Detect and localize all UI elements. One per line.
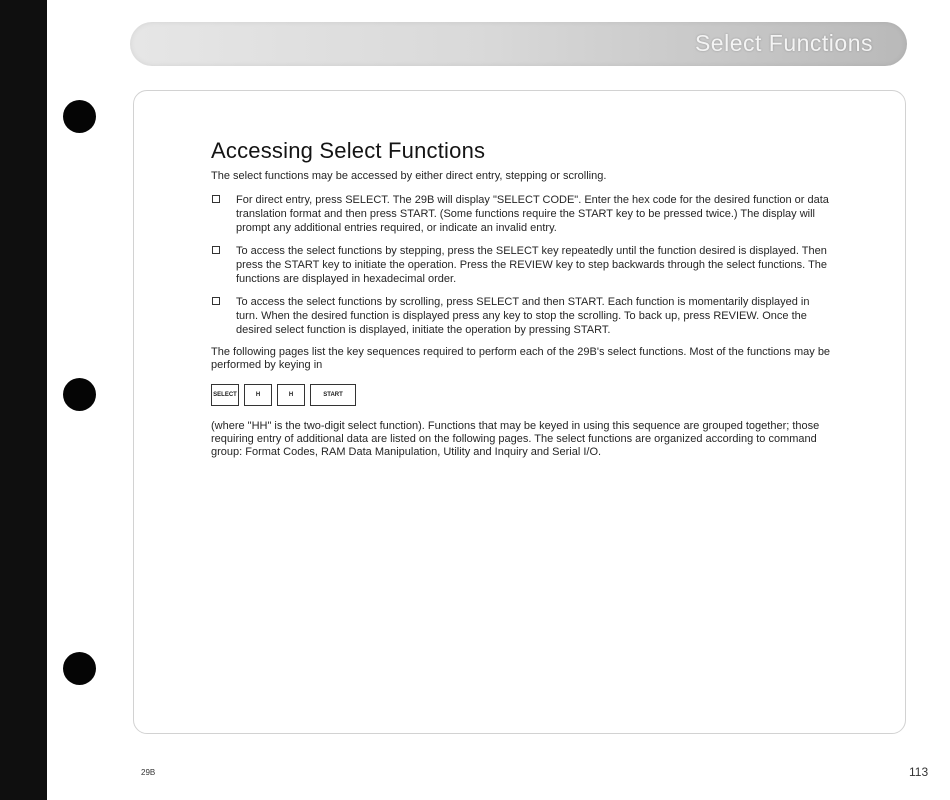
footer-model: 29B: [141, 768, 156, 777]
following-paragraph: The following pages list the key sequences required to perform each of the 29B's select functions. Most of the functions may be performed by keying in: [211, 346, 831, 371]
closing-paragraph: (where "HH" is the two-digit select function). Functions that may be keyed in using this sequence are grouped together; those requiring entry of additional data are listed on the following pages. The select functions are organized according to command group: Format Codes, RAM Data Manipulation, Utility and Inquiry and Serial I/O.: [211, 420, 820, 458]
content: [211, 138, 831, 459]
hex-key-2: H: [277, 384, 305, 406]
checkbox-bullet-icon: [212, 246, 220, 254]
section-heading: Accessing Select Functions: [211, 138, 486, 163]
key-sequence: [211, 384, 831, 406]
bullet-text: For direct entry, press SELECT. The 29B will display "SELECT CODE". Enter the hex code for the desired function or data translation format and then press START. (Some functions require the START key to be pressed twice.) The display will prompt any additional entries required, or indicate an invalid entry.: [236, 194, 829, 234]
punch-hole-bottom: [63, 652, 96, 685]
bullet-text: To access the select functions by scrolling, press SELECT and then START. Each function is momentarily displayed in turn. When the desired function is displayed press any key to stop the scrolling. To back up, press REVIEW. Once the desired select function is displayed, initiate the operation by pressing START.: [236, 296, 810, 336]
bullet-stepping: [211, 244, 831, 286]
checkbox-bullet-icon: [212, 297, 220, 305]
checkbox-bullet-icon: [212, 195, 220, 203]
header-banner: [130, 22, 907, 66]
bullet-direct-entry: [211, 193, 831, 235]
bullet-text: To access the select functions by stepping, press the SELECT key repeatedly until the function desired is displayed. Then press the START key to initiate the operation. Press the REVIEW key to step backwards through the select functions. The functions are displayed in hexadecimal order.: [236, 245, 828, 285]
page-number: 113: [909, 765, 929, 779]
bullet-list: [211, 193, 831, 337]
header-title: Select Functions: [694, 30, 873, 56]
intro-paragraph: The select functions may be accessed by either direct entry, stepping or scrolling.: [211, 170, 607, 182]
hex-key-1: H: [244, 384, 272, 406]
punch-hole-top: [63, 100, 96, 133]
binding-strip: [0, 0, 47, 800]
start-key: START: [310, 384, 356, 406]
punch-hole-middle: [63, 378, 96, 411]
bullet-scrolling: [211, 295, 831, 337]
select-key: SELECT: [211, 384, 239, 406]
